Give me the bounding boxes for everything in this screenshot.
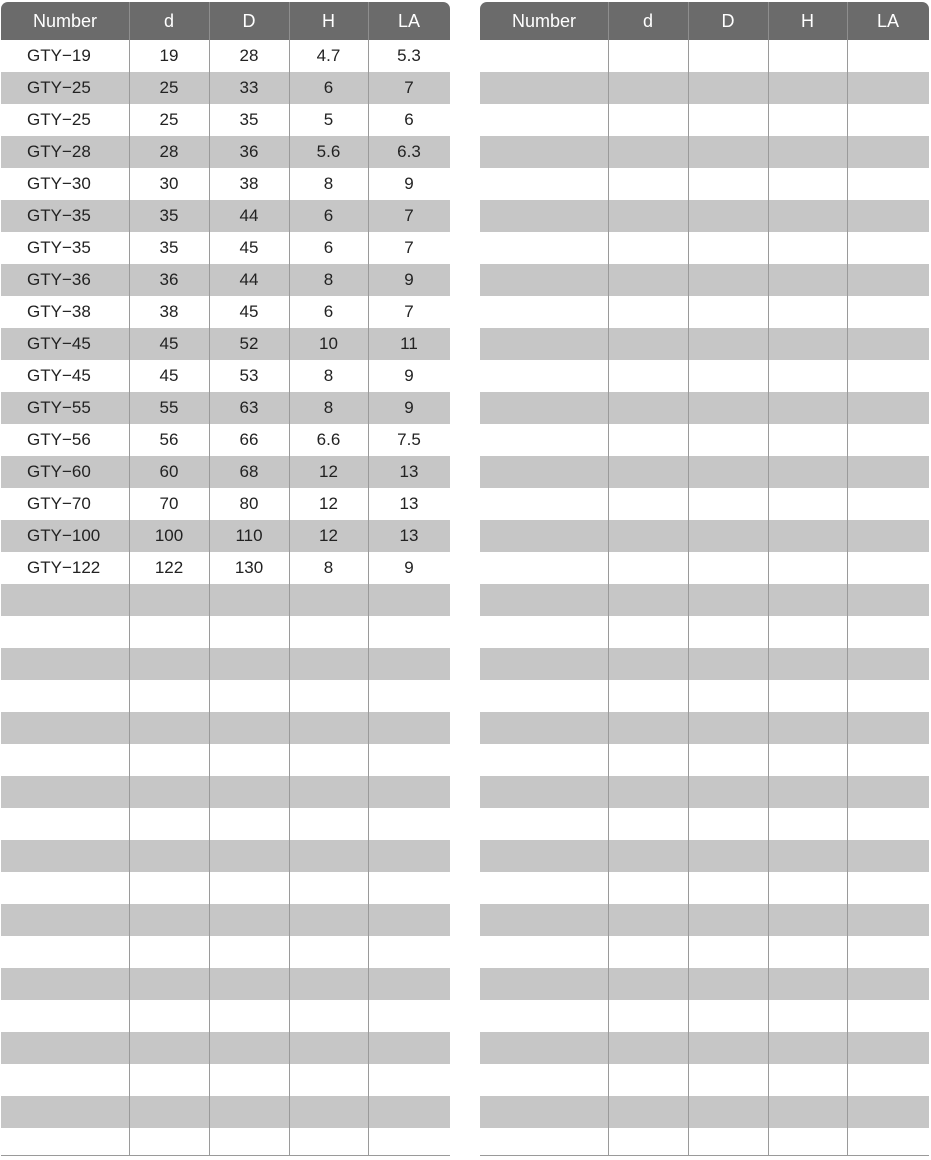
column-rule [608, 40, 609, 1156]
table-row [1, 648, 450, 680]
cell-d: 60 [159, 462, 179, 481]
table-body [480, 40, 929, 1156]
cell-big-d: 44 [239, 206, 259, 225]
table-row [1, 520, 450, 552]
table-row [1, 680, 450, 712]
header-separator [768, 2, 769, 40]
cell-la: 6.3 [397, 142, 421, 161]
table-row [1, 616, 450, 648]
header-h: H [322, 11, 335, 31]
cell-la: 9 [404, 270, 414, 289]
table-row [1, 1096, 450, 1128]
header-separator [688, 2, 689, 40]
cell-h: 10 [319, 334, 338, 353]
table-row [480, 936, 929, 968]
table-row [480, 200, 929, 232]
cell-la: 11 [400, 334, 418, 353]
table-row [1, 904, 450, 936]
cell-big-d: 44 [239, 270, 259, 289]
cell-big-d: 110 [235, 526, 263, 545]
cell-big-d: 68 [239, 462, 259, 481]
cell-d: 35 [159, 238, 179, 257]
table-row [1, 232, 450, 264]
header-separator [847, 2, 848, 40]
cell-h: 6 [323, 238, 334, 257]
cell-number: GTY−19 [27, 46, 91, 65]
header-separator [209, 2, 210, 40]
cell-d: 38 [159, 302, 179, 321]
table-row [480, 616, 929, 648]
table-row [480, 72, 929, 104]
cell-big-d: 66 [239, 430, 259, 449]
table-row [480, 712, 929, 744]
table-row [480, 808, 929, 840]
table-row [480, 136, 929, 168]
cell-la: 13 [399, 462, 419, 481]
cell-big-d: 45 [239, 238, 259, 257]
table-row [1, 744, 450, 776]
table-row [480, 40, 929, 72]
table-row [480, 904, 929, 936]
table-row [480, 1000, 929, 1032]
cell-big-d: 63 [239, 398, 259, 417]
cell-la: 13 [399, 526, 419, 545]
table-row [1, 136, 450, 168]
cell-la: 9 [404, 398, 414, 417]
table-row [480, 872, 929, 904]
cell-la: 6 [404, 110, 414, 129]
header-big-d: D [721, 11, 735, 31]
cell-number: GTY−70 [27, 494, 91, 513]
cell-la: 7 [404, 206, 414, 225]
cell-number: GTY−35 [27, 238, 91, 257]
cell-number: GTY−56 [27, 430, 91, 449]
table-row [480, 840, 929, 872]
table-row [1, 776, 450, 808]
header-la: LA [397, 11, 421, 31]
table-body [1, 40, 450, 1156]
table-row [1, 1000, 450, 1032]
cell-h: 6 [323, 206, 334, 225]
table-row [480, 744, 929, 776]
cell-h: 4.7 [316, 46, 341, 65]
header-separator [608, 2, 609, 40]
column-rule [129, 40, 130, 1156]
table-row [1, 424, 450, 456]
table-row [1, 872, 450, 904]
cell-la: 7 [404, 238, 414, 257]
table-row [480, 552, 929, 584]
table-row [1, 840, 450, 872]
cell-h: 5.6 [316, 142, 341, 161]
cell-h: 8 [323, 558, 334, 577]
table-row [1, 168, 450, 200]
cell-la: 5.3 [397, 46, 421, 65]
table-row [1, 72, 450, 104]
spec-table-left [1, 2, 450, 1156]
cell-d: 28 [159, 142, 179, 161]
cell-number: GTY−36 [27, 270, 91, 289]
cell-la: 7 [404, 302, 414, 321]
cell-number: GTY−30 [27, 174, 91, 193]
table-row [1, 104, 450, 136]
column-rule [768, 40, 769, 1156]
cell-number: GTY−25 [27, 110, 91, 129]
cell-number: GTY−122 [27, 558, 101, 577]
cell-la: 13 [399, 494, 419, 513]
cell-h: 6 [323, 302, 334, 321]
cell-la: 9 [404, 174, 414, 193]
table-row [480, 360, 929, 392]
table-row [1, 488, 450, 520]
cell-la: 7 [404, 78, 414, 97]
cell-d: 45 [159, 334, 179, 353]
cell-h: 6 [323, 78, 334, 97]
cell-d: 36 [159, 270, 179, 289]
cell-h: 6.6 [316, 430, 341, 449]
header-separator [289, 2, 290, 40]
table-row [1, 1064, 450, 1096]
table-row [480, 264, 929, 296]
table-row [1, 296, 450, 328]
table-row [1, 584, 450, 616]
table-header [1, 2, 450, 40]
table-row [1, 264, 450, 296]
column-rule [688, 40, 689, 1156]
spec-table-right [480, 2, 929, 1156]
table-row [1, 1032, 450, 1064]
table-row [1, 40, 450, 72]
table-header [480, 2, 929, 40]
table-row [1, 456, 450, 488]
header-d: d [163, 11, 174, 31]
cell-d: 35 [159, 206, 179, 225]
cell-big-d: 45 [239, 302, 259, 321]
header-la: LA [876, 11, 900, 31]
header-number: Number [511, 11, 577, 31]
cell-d: 45 [159, 366, 179, 385]
table-row [480, 104, 929, 136]
table-row [480, 456, 929, 488]
header-h: H [801, 11, 814, 31]
cell-h: 8 [323, 174, 334, 193]
table-row [480, 776, 929, 808]
cell-h: 12 [319, 526, 338, 545]
header-d: d [642, 11, 653, 31]
table-row [480, 1032, 929, 1064]
header-separator [129, 2, 130, 40]
bottom-rule [1, 1155, 450, 1156]
column-rule [847, 40, 848, 1156]
cell-big-d: 53 [239, 366, 259, 385]
cell-d: 25 [159, 110, 179, 129]
table-row [480, 1064, 929, 1096]
column-rule [209, 40, 210, 1156]
cell-h: 8 [323, 398, 334, 417]
header-number: Number [32, 11, 98, 31]
table-row [480, 968, 929, 1000]
cell-d: 70 [159, 494, 179, 513]
cell-d: 55 [159, 398, 179, 417]
cell-h: 8 [323, 366, 334, 385]
table-row [480, 328, 929, 360]
cell-d: 122 [154, 558, 184, 577]
cell-h: 5 [323, 110, 334, 129]
table-row [1, 328, 450, 360]
cell-la: 9 [404, 558, 414, 577]
table-row [1, 968, 450, 1000]
cell-big-d: 36 [239, 142, 259, 161]
column-rule [289, 40, 290, 1156]
cell-d: 25 [159, 78, 179, 97]
cell-h: 12 [319, 494, 338, 513]
cell-number: GTY−28 [27, 142, 91, 161]
table-row [480, 168, 929, 200]
cell-la: 7.5 [397, 430, 421, 449]
table-row [1, 552, 450, 584]
table-row [1, 936, 450, 968]
cell-big-d: 130 [234, 558, 264, 577]
column-rule [368, 40, 369, 1156]
table-row [480, 680, 929, 712]
table-row [1, 360, 450, 392]
cell-big-d: 80 [239, 494, 259, 513]
cell-number: GTY−35 [27, 206, 91, 225]
bottom-rule [480, 1155, 929, 1156]
table-row [480, 232, 929, 264]
cell-number: GTY−60 [27, 462, 91, 481]
table-row [1, 392, 450, 424]
table-row [1, 712, 450, 744]
cell-big-d: 28 [239, 46, 259, 65]
cell-big-d: 35 [239, 110, 259, 129]
cell-number: GTY−38 [27, 302, 91, 321]
table-row [480, 648, 929, 680]
cell-number: GTY−45 [27, 334, 91, 353]
cell-h: 12 [319, 462, 338, 481]
cell-number: GTY−55 [27, 398, 91, 417]
cell-d: 30 [159, 174, 179, 193]
cell-d: 56 [159, 430, 179, 449]
cell-la: 9 [404, 366, 414, 385]
cell-big-d: 52 [239, 334, 259, 353]
cell-d: 19 [159, 46, 179, 65]
header-separator [368, 2, 369, 40]
table-row [480, 296, 929, 328]
cell-number: GTY−25 [27, 78, 91, 97]
table-row [480, 1096, 929, 1128]
table-row [1, 200, 450, 232]
cell-big-d: 38 [239, 174, 259, 193]
table-row [480, 488, 929, 520]
table-row [480, 424, 929, 456]
cell-h: 8 [323, 270, 334, 289]
table-row [480, 520, 929, 552]
header-big-d: D [242, 11, 256, 31]
table-row [480, 584, 929, 616]
cell-number: GTY−100 [27, 526, 101, 545]
cell-d: 100 [154, 526, 184, 545]
table-row [1, 808, 450, 840]
cell-number: GTY−45 [27, 366, 91, 385]
table-row [480, 392, 929, 424]
cell-big-d: 33 [239, 78, 259, 97]
